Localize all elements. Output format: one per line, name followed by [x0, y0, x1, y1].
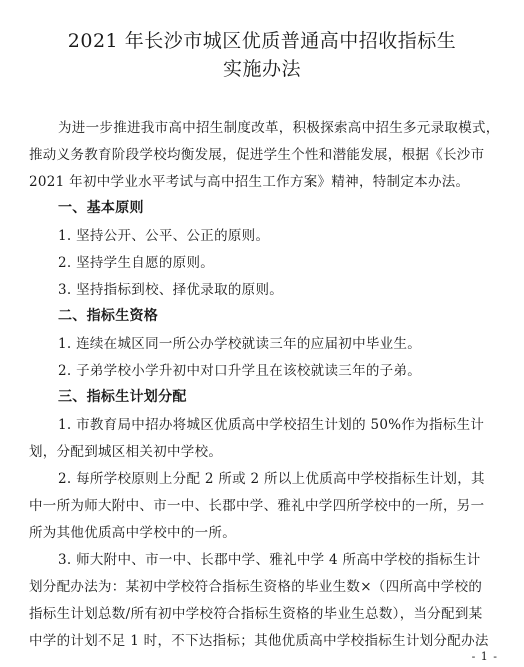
doc-title-line1: 2021 年长沙市城区优质普通高中招收指标生: [67, 30, 457, 52]
list-item: 2. 子弟学校小学升初中对口升学且在该校就读三年的子弟。: [58, 363, 422, 379]
intro-line: 为进一步推进我市高中招生制度改革，积极探索高中招生多元录取模式，: [58, 120, 500, 136]
section-heading: 一、基本原则: [58, 200, 144, 216]
doc-title-line2: 实施办法: [222, 58, 301, 80]
paragraph-line: 划分配办法为：某初中学校符合指标生资格的毕业生数×（四所高中学校的: [29, 579, 483, 595]
list-item: 3. 坚持指标到校、择优录取的原则。: [58, 282, 284, 298]
paragraph-line: 1. 市教育局中招办将城区优质高中学校招生计划的 50%作为指标生计: [58, 417, 485, 433]
intro-line: 2021 年初中学业水平考试与高中招生工作方案》精神，特制定本办法。: [29, 174, 470, 190]
paragraph-line: 2. 每所学校原则上分配 2 所或 2 所以上优质高中学校指标生计划，其: [58, 471, 485, 487]
intro-line: 推动义务教育阶段学校均衡发展，促进学生个性和潜能发展，根据《长沙市: [29, 147, 485, 163]
paragraph-line: 中学的计划不足 1 时，不下达指标；其他优质高中学校指标生计划分配办法: [29, 633, 489, 649]
section-heading: 二、指标生资格: [58, 308, 159, 324]
paragraph-line: 划，分配到城区相关初中学校。: [29, 444, 223, 460]
paragraph-line: 3. 师大附中、市一中、长郡中学、雅礼中学 4 所高中学校的指标生计: [58, 552, 481, 568]
list-item: 1. 连续在城区同一所公办学校就读三年的应届初中毕业生。: [58, 336, 422, 352]
list-item: 1. 坚持公开、公平、公正的原则。: [58, 228, 270, 244]
paragraph-line: 中一所为师大附中、市一中、长郡中学、雅礼中学四所学校中的一所，另一: [29, 498, 485, 514]
paragraph-line: 所为其他优质高中学校中的一所。: [29, 525, 236, 541]
section-heading: 三、指标生计划分配: [58, 389, 187, 405]
list-item: 2. 坚持学生自愿的原则。: [58, 255, 215, 271]
page-number: - 1 -: [471, 650, 498, 663]
paragraph-line: 指标生计划总数/所有初中学校符合指标生资格的毕业生总数），当分配到某: [29, 606, 483, 622]
